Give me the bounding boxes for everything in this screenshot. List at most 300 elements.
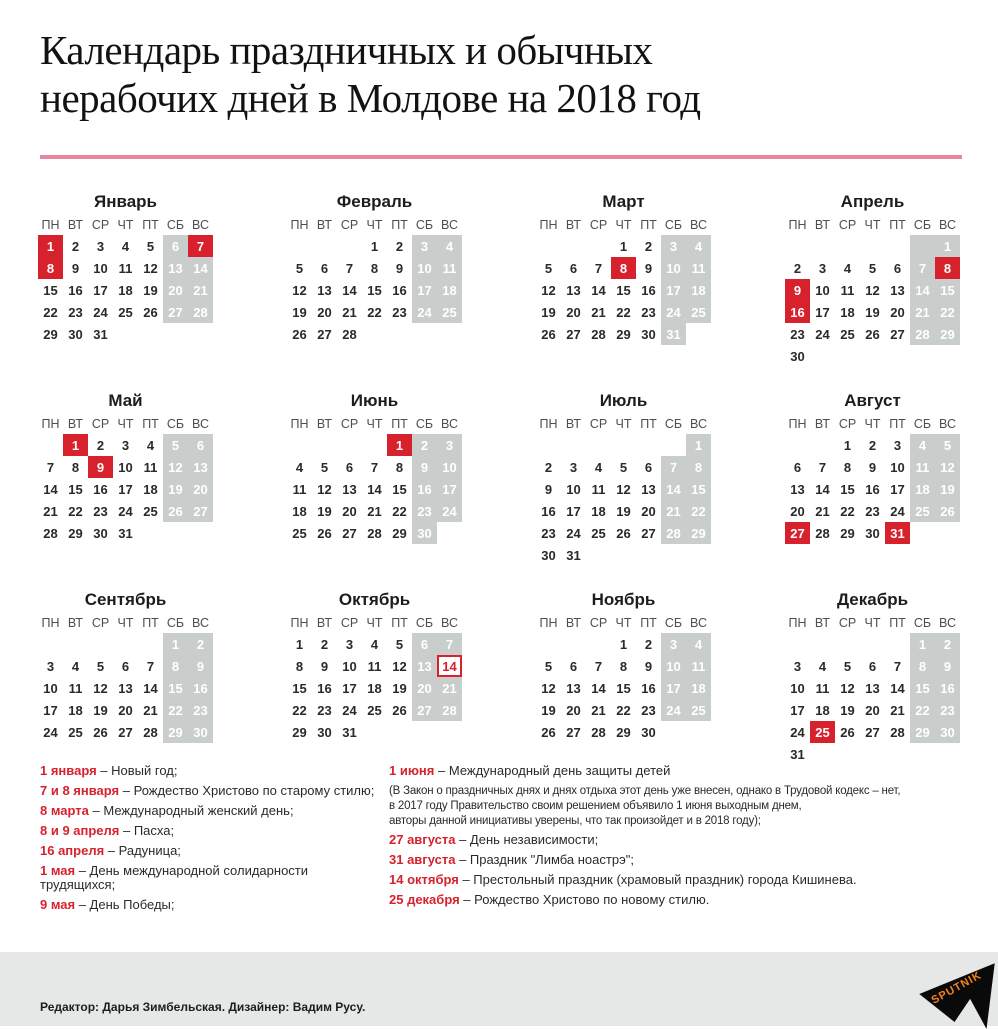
calendar-day-cell: 16 [93, 481, 108, 497]
calendar-day-cell [163, 743, 188, 765]
month-grid [785, 413, 960, 566]
weekday-header-cell: ПТ [142, 416, 159, 431]
calendar-day-cell: 30 [541, 547, 556, 563]
calendar-day-cell: 13 [412, 655, 437, 677]
calendar-day-cell: 10 [437, 456, 462, 478]
calendar-day-cell: 18 [591, 503, 606, 519]
calendar-day-cell: 5 [544, 260, 553, 276]
calendar-day-cell [312, 544, 337, 566]
calendar-day-cell [885, 544, 910, 566]
calendar-day-cell: 4 [594, 459, 603, 475]
calendar-day-cell [686, 544, 711, 566]
calendar-day-cell: 14 [342, 282, 357, 298]
legend-date: 27 августа [389, 832, 460, 847]
calendar-day-cell [412, 345, 437, 367]
calendar-day-cell [935, 345, 960, 367]
month-title: Апрель [840, 192, 905, 211]
calendar-day-cell: 28 [367, 525, 382, 541]
calendar-day-cell [163, 323, 188, 345]
calendar-day-cell: 12 [616, 481, 631, 497]
weekday-header-cell: СБ [415, 217, 434, 232]
calendar-day-cell: 7 [345, 260, 354, 276]
calendar-day-cell: 10 [661, 257, 686, 279]
calendar-day-cell [437, 345, 462, 367]
calendar-day-cell: 28 [591, 326, 606, 342]
calendar-day-cell: 28 [342, 326, 357, 342]
calendar-day-cell: 5 [295, 260, 304, 276]
calendar-day-cell: 16 [641, 282, 656, 298]
calendar-day-cell [611, 434, 636, 456]
calendar-day-cell: 29 [935, 323, 960, 345]
calendar-day-cell [910, 235, 935, 257]
calendar-day-cell: 27 [566, 724, 581, 740]
calendar-day-cell: 29 [686, 522, 711, 544]
calendar-day-cell: 4 [843, 260, 852, 276]
calendar-day-cell: 3 [569, 459, 578, 475]
calendar-day-cell [536, 743, 561, 765]
calendar-day-cell [337, 544, 362, 566]
calendar-day-cell [611, 544, 636, 566]
month-block [287, 590, 462, 765]
weekday-header-cell: ПН [41, 217, 60, 232]
calendar-day-cell: 13 [566, 282, 581, 298]
calendar-day-cell: 10 [890, 459, 905, 475]
calendar-day-cell: 15 [367, 282, 382, 298]
calendar-day-cell: 31 [790, 746, 805, 762]
legend-date: 31 августа [389, 852, 460, 867]
calendar-day-cell: 16 [412, 478, 437, 500]
calendar-day-cell: 26 [93, 724, 108, 740]
calendar-day-cell: 9 [188, 655, 213, 677]
calendar-day-cell [636, 345, 661, 367]
legend-note-line: в 2017 году Правительство своим решением объявило 1 июня выходным днем, [389, 800, 802, 812]
weekday-header-cell: ЧТ [615, 416, 632, 431]
calendar-day-cell: 27 [118, 724, 133, 740]
calendar-day-cell: 11 [686, 655, 711, 677]
weekday-header-cell: ЧТ [615, 217, 632, 232]
month-title: Август [844, 391, 901, 410]
weekday-header-cell: ВТ [67, 416, 84, 431]
weekday-header-cell: СБ [913, 615, 932, 630]
calendar-day-cell [88, 544, 113, 566]
calendar-day-cell: 30 [641, 724, 656, 740]
month-grid [536, 214, 711, 367]
calendar-day-cell [138, 544, 163, 566]
calendar-day-cell: 16 [392, 282, 407, 298]
calendar-day-cell [561, 434, 586, 456]
sputnik-logo-text: SPUTNIK [929, 969, 984, 1007]
calendar-day-cell: 13 [890, 282, 905, 298]
calendar-day-cell [312, 743, 337, 765]
calendar-day-cell: 23 [790, 326, 805, 342]
calendar-day-cell: 9 [935, 655, 960, 677]
calendar-day-cell [337, 345, 362, 367]
calendar-day-cell: 19 [317, 503, 332, 519]
calendar-day-cell: 7 [594, 658, 603, 674]
calendar-day-cell: 17 [890, 481, 905, 497]
calendar-day-cell: 15 [840, 481, 855, 497]
month-block [785, 391, 960, 566]
calendar-day-cell: 2 [412, 434, 437, 456]
weekday-header-cell: ПТ [889, 217, 906, 232]
calendar-day-cell: 13 [118, 680, 133, 696]
calendar-day-cell: 23 [541, 525, 556, 541]
sputnik-logo [916, 959, 998, 1029]
calendar-day-cell: 21 [910, 301, 935, 323]
calendar-day-cell: 12 [317, 481, 332, 497]
calendar-day-cell: 8 [163, 655, 188, 677]
page-title-line2: нерабочих дней в Молдове на 2018 год [40, 75, 701, 121]
calendar-day-cell: 2 [935, 633, 960, 655]
calendar-day-cell: 5 [619, 459, 628, 475]
calendar-day-cell: 12 [541, 680, 556, 696]
calendar-day-cell: 28 [437, 699, 462, 721]
calendar-day-cell [362, 544, 387, 566]
calendar-day-cell: 1 [910, 633, 935, 655]
calendar-day-cell [437, 323, 462, 345]
calendar-day-cell: 21 [342, 304, 357, 320]
calendar-day-cell: 24 [43, 724, 58, 740]
calendar-day-cell [287, 434, 312, 456]
calendar-day-cell: 23 [865, 503, 880, 519]
calendar-day-cell: 11 [591, 481, 606, 497]
calendar-day-cell: 3 [46, 658, 55, 674]
calendar-day-cell: 22 [686, 500, 711, 522]
calendar-day-cell: 18 [815, 702, 830, 718]
weekday-header-cell: СБ [166, 217, 185, 232]
calendar-day-cell: 23 [935, 699, 960, 721]
calendar-day-cell: 5 [935, 434, 960, 456]
month-block [536, 192, 711, 367]
calendar-day-cell [88, 345, 113, 367]
calendar-day-cell: 17 [342, 680, 357, 696]
weekday-header-cell: ЧТ [864, 416, 881, 431]
calendar-day-cell: 22 [910, 699, 935, 721]
calendar-day-cell: 25 [367, 702, 382, 718]
weekday-header-cell: СБ [166, 615, 185, 630]
calendar-day-cell: 20 [317, 304, 332, 320]
calendar-day-cell: 6 [893, 260, 902, 276]
month-grid [38, 413, 213, 566]
calendar-day-cell [885, 345, 910, 367]
calendar-day-cell: 25 [910, 500, 935, 522]
legend-text: – Праздник "Лимба ноастрэ"; [459, 852, 634, 867]
calendar-day-cell: 9 [88, 456, 113, 478]
calendar-day-cell: 20 [890, 304, 905, 320]
calendar-day-cell: 3 [661, 235, 686, 257]
calendar-day-cell [586, 743, 611, 765]
calendar-day-cell: 7 [661, 456, 686, 478]
calendar-day-cell: 27 [163, 301, 188, 323]
calendar-day-cell: 8 [686, 456, 711, 478]
calendar-day-cell [188, 522, 213, 544]
weekday-header-cell: СР [838, 615, 857, 630]
calendar-day-cell: 17 [412, 279, 437, 301]
calendar-day-cell: 2 [395, 238, 404, 254]
calendar-day-cell [138, 522, 163, 544]
calendar-day-cell: 29 [292, 724, 307, 740]
calendar-day-cell: 13 [566, 680, 581, 696]
calendar-day-cell: 22 [616, 304, 631, 320]
calendar-day-cell [163, 544, 188, 566]
calendar-day-cell: 6 [569, 658, 578, 674]
month-block [38, 590, 213, 765]
weekday-header-cell: ВТ [67, 615, 84, 630]
legend-item [389, 893, 974, 907]
calendar-day-cell: 7 [910, 257, 935, 279]
calendar-day-cell: 10 [412, 257, 437, 279]
calendar-day-cell: 18 [437, 279, 462, 301]
weekday-header-cell: ВС [192, 416, 209, 431]
weekday-header-cell: ВТ [316, 416, 333, 431]
calendar-day-cell [686, 323, 711, 345]
calendar-day-cell: 20 [865, 702, 880, 718]
calendar-day-cell: 20 [790, 503, 805, 519]
footer-bar [0, 952, 998, 1026]
calendar-day-cell [337, 743, 362, 765]
calendar-day-cell: 31 [566, 547, 581, 563]
calendar-day-cell: 11 [118, 260, 133, 276]
calendar-day-cell: 14 [188, 257, 213, 279]
month-title: Сентябрь [84, 590, 167, 609]
weekday-header-cell: ПН [290, 217, 309, 232]
calendar-day-cell: 23 [317, 702, 332, 718]
month-title: Март [602, 192, 645, 211]
weekday-header-cell: ПТ [391, 217, 408, 232]
legend-item [389, 764, 974, 778]
calendar-day-cell: 22 [68, 503, 83, 519]
calendar-day-cell: 28 [910, 323, 935, 345]
calendar-day-cell [561, 345, 586, 367]
calendar-day-cell [138, 323, 163, 345]
calendar-day-cell [138, 345, 163, 367]
calendar-day-cell: 6 [320, 260, 329, 276]
calendar-day-cell [885, 633, 910, 655]
calendar-day-cell [362, 434, 387, 456]
calendar-day-cell: 25 [118, 304, 133, 320]
calendar-day-cell [586, 633, 611, 655]
calendar-day-cell: 21 [143, 702, 158, 718]
calendar-day-cell: 27 [865, 724, 880, 740]
calendar-day-cell [835, 544, 860, 566]
calendar-day-cell [935, 743, 960, 765]
calendar-day-cell: 2 [320, 636, 329, 652]
calendar-day-cell: 23 [641, 702, 656, 718]
legend-date: 8 марта [40, 803, 93, 818]
legend-item [40, 864, 385, 892]
calendar-day-cell: 2 [544, 459, 553, 475]
calendar-day-cell: 21 [43, 503, 58, 519]
calendar-day-cell [412, 721, 437, 743]
calendar-day-cell: 15 [43, 282, 58, 298]
calendar-day-cell: 5 [96, 658, 105, 674]
weekday-header-cell: СБ [166, 416, 185, 431]
calendar-day-cell: 10 [43, 680, 58, 696]
calendar-day-cell: 5 [395, 636, 404, 652]
calendar-day-cell: 10 [93, 260, 108, 276]
weekday-header-cell: ЧТ [366, 615, 383, 630]
calendar-day-cell [88, 743, 113, 765]
calendar-day-cell: 13 [317, 282, 332, 298]
weekday-header-cell: ВТ [565, 615, 582, 630]
calendar-day-cell: 31 [93, 326, 108, 342]
calendar-day-cell [835, 633, 860, 655]
calendar-day-cell: 3 [96, 238, 105, 254]
calendar-day-cell: 21 [661, 500, 686, 522]
calendar-day-cell: 23 [93, 503, 108, 519]
calendar-day-cell: 15 [686, 478, 711, 500]
calendar-day-cell: 16 [785, 301, 810, 323]
calendar-day-cell: 8 [910, 655, 935, 677]
calendar-day-cell: 19 [865, 304, 880, 320]
weekday-header-cell: СР [340, 615, 359, 630]
calendar-day-cell: 19 [616, 503, 631, 519]
calendar-day-cell: 13 [790, 481, 805, 497]
calendar-day-cell [785, 235, 810, 257]
weekday-header-cell: ВТ [316, 217, 333, 232]
calendar-day-cell: 23 [641, 304, 656, 320]
calendar-day-cell: 17 [661, 279, 686, 301]
weekday-header-cell: СБ [664, 416, 683, 431]
month-title: Февраль [336, 192, 413, 211]
month-title: Июнь [350, 391, 399, 410]
legend-text: – Новый год; [100, 763, 178, 778]
legend-column-left [40, 764, 385, 918]
calendar-day-cell: 12 [865, 282, 880, 298]
calendar-day-cell [536, 235, 561, 257]
calendar-day-cell: 22 [367, 304, 382, 320]
month-title: Июль [599, 391, 648, 410]
calendar-day-cell: 25 [292, 525, 307, 541]
calendar-day-cell: 17 [661, 677, 686, 699]
weekday-header-cell: СБ [664, 217, 683, 232]
calendar-day-cell: 15 [163, 677, 188, 699]
calendar-day-cell: 25 [143, 503, 158, 519]
calendar-day-cell: 12 [935, 456, 960, 478]
calendar-day-cell [38, 434, 63, 456]
calendar-day-cell: 18 [143, 481, 158, 497]
calendar-day-cell [63, 345, 88, 367]
weekday-header-cell: ЧТ [117, 416, 134, 431]
calendar-day-cell: 3 [437, 434, 462, 456]
calendar-day-cell [362, 323, 387, 345]
calendar-day-cell [138, 743, 163, 765]
weekday-header-cell: ПТ [640, 416, 657, 431]
calendar-day-cell: 26 [541, 326, 556, 342]
weekday-header-cell: ВТ [565, 416, 582, 431]
calendar-day-cell [810, 434, 835, 456]
calendar-day-cell: 24 [118, 503, 133, 519]
calendar-day-cell [113, 323, 138, 345]
weekday-header-cell: ПН [41, 615, 60, 630]
weekday-header-cell: ВТ [565, 217, 582, 232]
calendar-day-cell [63, 633, 88, 655]
calendar-day-cell: 5 [320, 459, 329, 475]
legend-text: – Пасха; [123, 823, 175, 838]
calendar-day-cell: 18 [910, 478, 935, 500]
legend-item [40, 784, 385, 798]
calendar-day-cell [810, 345, 835, 367]
calendar-day-cell [387, 544, 412, 566]
calendar-day-cell: 10 [566, 481, 581, 497]
calendar-day-cell: 21 [367, 503, 382, 519]
calendar-day-cell: 11 [292, 481, 307, 497]
calendar-day-cell: 22 [935, 301, 960, 323]
weekday-header-cell: ПТ [889, 615, 906, 630]
calendar-day-cell: 30 [865, 525, 880, 541]
calendar-day-cell: 12 [143, 260, 158, 276]
calendar-day-cell: 26 [541, 724, 556, 740]
calendar-day-cell [287, 235, 312, 257]
calendar-day-cell: 23 [68, 304, 83, 320]
calendar-day-cell [835, 345, 860, 367]
legend-item [389, 873, 974, 887]
calendar-day-cell: 18 [118, 282, 133, 298]
calendar-day-cell: 12 [541, 282, 556, 298]
calendar-day-cell [163, 522, 188, 544]
calendar-day-cell: 2 [644, 238, 653, 254]
calendar-day-cell: 31 [885, 522, 910, 544]
weekday-header-cell: ЧТ [864, 217, 881, 232]
weekday-header-cell: СР [589, 217, 608, 232]
calendar-day-cell [636, 743, 661, 765]
weekday-header-cell: ВС [192, 217, 209, 232]
calendar-day-cell: 19 [541, 304, 556, 320]
calendar-day-cell [636, 434, 661, 456]
calendar-day-cell: 26 [840, 724, 855, 740]
calendar-day-cell [935, 522, 960, 544]
weekday-header-cell: СР [589, 615, 608, 630]
calendar-day-cell: 11 [815, 680, 830, 696]
legend-date: 16 апреля [40, 843, 108, 858]
month-grid [287, 612, 462, 765]
calendar-day-cell: 24 [890, 503, 905, 519]
month-title: Декабрь [836, 590, 909, 609]
calendar-day-cell [586, 345, 611, 367]
calendar-day-cell: 30 [790, 348, 805, 364]
weekday-header-cell: СБ [415, 416, 434, 431]
calendar-day-cell: 3 [818, 260, 827, 276]
weekday-header-cell: СР [91, 416, 110, 431]
calendar-day-cell [387, 323, 412, 345]
weekday-header-cell: ПН [788, 416, 807, 431]
legend-note-line: (В Закон о праздничных днях и днях отдыха этот день уже внесен, однако в Трудовой кодекс – нет, [389, 785, 901, 797]
calendar-day-cell: 30 [935, 721, 960, 743]
month-grid [536, 612, 711, 765]
calendar-day-cell: 13 [641, 481, 656, 497]
calendar-day-cell: 22 [163, 699, 188, 721]
calendar-day-cell: 28 [890, 724, 905, 740]
calendar-day-cell [561, 743, 586, 765]
calendar-day-cell: 30 [68, 326, 83, 342]
calendar-day-cell [412, 743, 437, 765]
calendar-day-cell: 8 [843, 459, 852, 475]
calendar-day-cell: 5 [868, 260, 877, 276]
month-title: Май [108, 391, 143, 410]
calendar-day-cell [860, 544, 885, 566]
calendar-day-cell: 24 [815, 326, 830, 342]
calendar-day-cell [810, 633, 835, 655]
weekday-header-cell: ЧТ [366, 416, 383, 431]
calendar-day-cell [362, 721, 387, 743]
weekday-header-cell: СР [589, 416, 608, 431]
calendar-day-cell: 17 [437, 478, 462, 500]
calendar-day-cell [38, 544, 63, 566]
calendar-day-cell: 17 [118, 481, 133, 497]
calendar-day-cell: 31 [661, 323, 686, 345]
calendar-day-cell: 7 [818, 459, 827, 475]
month-grid [536, 413, 711, 566]
